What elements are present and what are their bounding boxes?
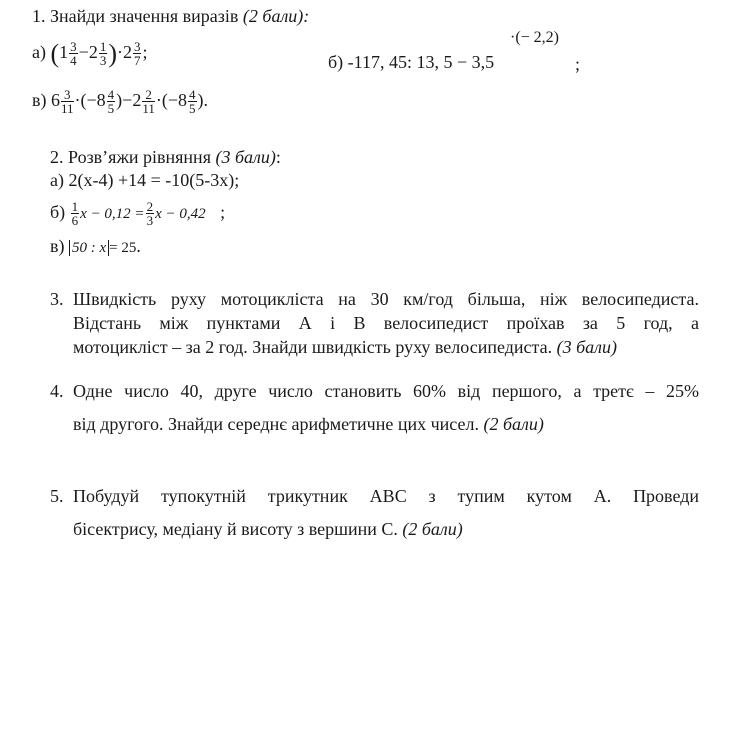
task1-heading: 1. Знайди значення виразів (2 бали): <box>32 6 310 26</box>
task1-b-factor: ·(− 2,2) <box>510 29 560 46</box>
task2-v-equation: в) 50 : x = 25. <box>50 236 141 256</box>
task3-line2: Відстань між пунктами А і В велосипедист проїхав за 5 год, а <box>73 313 699 333</box>
task3-line3: мотоцикліст – за 2 год. Знайди швидкість руху велосипедиста. (3 бали) <box>73 337 617 357</box>
task5-line1: Побудуй тупокутній трикутник АВС з тупим кутом А. Проведи <box>73 486 699 506</box>
task3-line1: Швидкість руху мотоцикліста на 30 км/год більша, ніж велосипедиста. <box>73 289 699 309</box>
task1-b-semicolon: ; <box>575 54 581 74</box>
task1-b-expression: б) -117, 45: 13, 5 − 3,5 <box>328 52 495 72</box>
task4-line2: від другого. Знайди середнє арифметичне цих чисел. (2 бали) <box>73 414 544 434</box>
task1-a-expression: а) (1 $\frac{3}{4}$ −2 $\frac{1}{3}$ )·2 $\frac{3}{7}$ ; <box>32 38 148 69</box>
task2-heading: 2. Розв’яжи рівняння (3 бали): <box>50 147 281 167</box>
task1-v-expression: в) 6 $\frac{3}{11}$ ·(−8 $\frac{4}{5}$ )−2 $\frac{2}{11}$ ·(−8 $\frac{4}{5}$ ). <box>32 87 208 117</box>
task5-line2: бісектрису, медіану й висоту з вершини С. (2 бали) <box>73 519 463 539</box>
task4-number: 4. <box>50 381 64 401</box>
task4-line1: Одне число 40, друге число становить 60% від першого, а третє – 25% <box>73 381 699 401</box>
task2-a-equation: а) 2(x-4) +14 = -10(5-3x); <box>50 170 240 190</box>
task3-number: 3. <box>50 289 64 309</box>
task5-number: 5. <box>50 486 64 506</box>
task2-b-equation: б) $\frac{1}{6}$ x − 0,12 = $\frac{2}{3}$ x − 0,42 ; <box>50 199 226 229</box>
